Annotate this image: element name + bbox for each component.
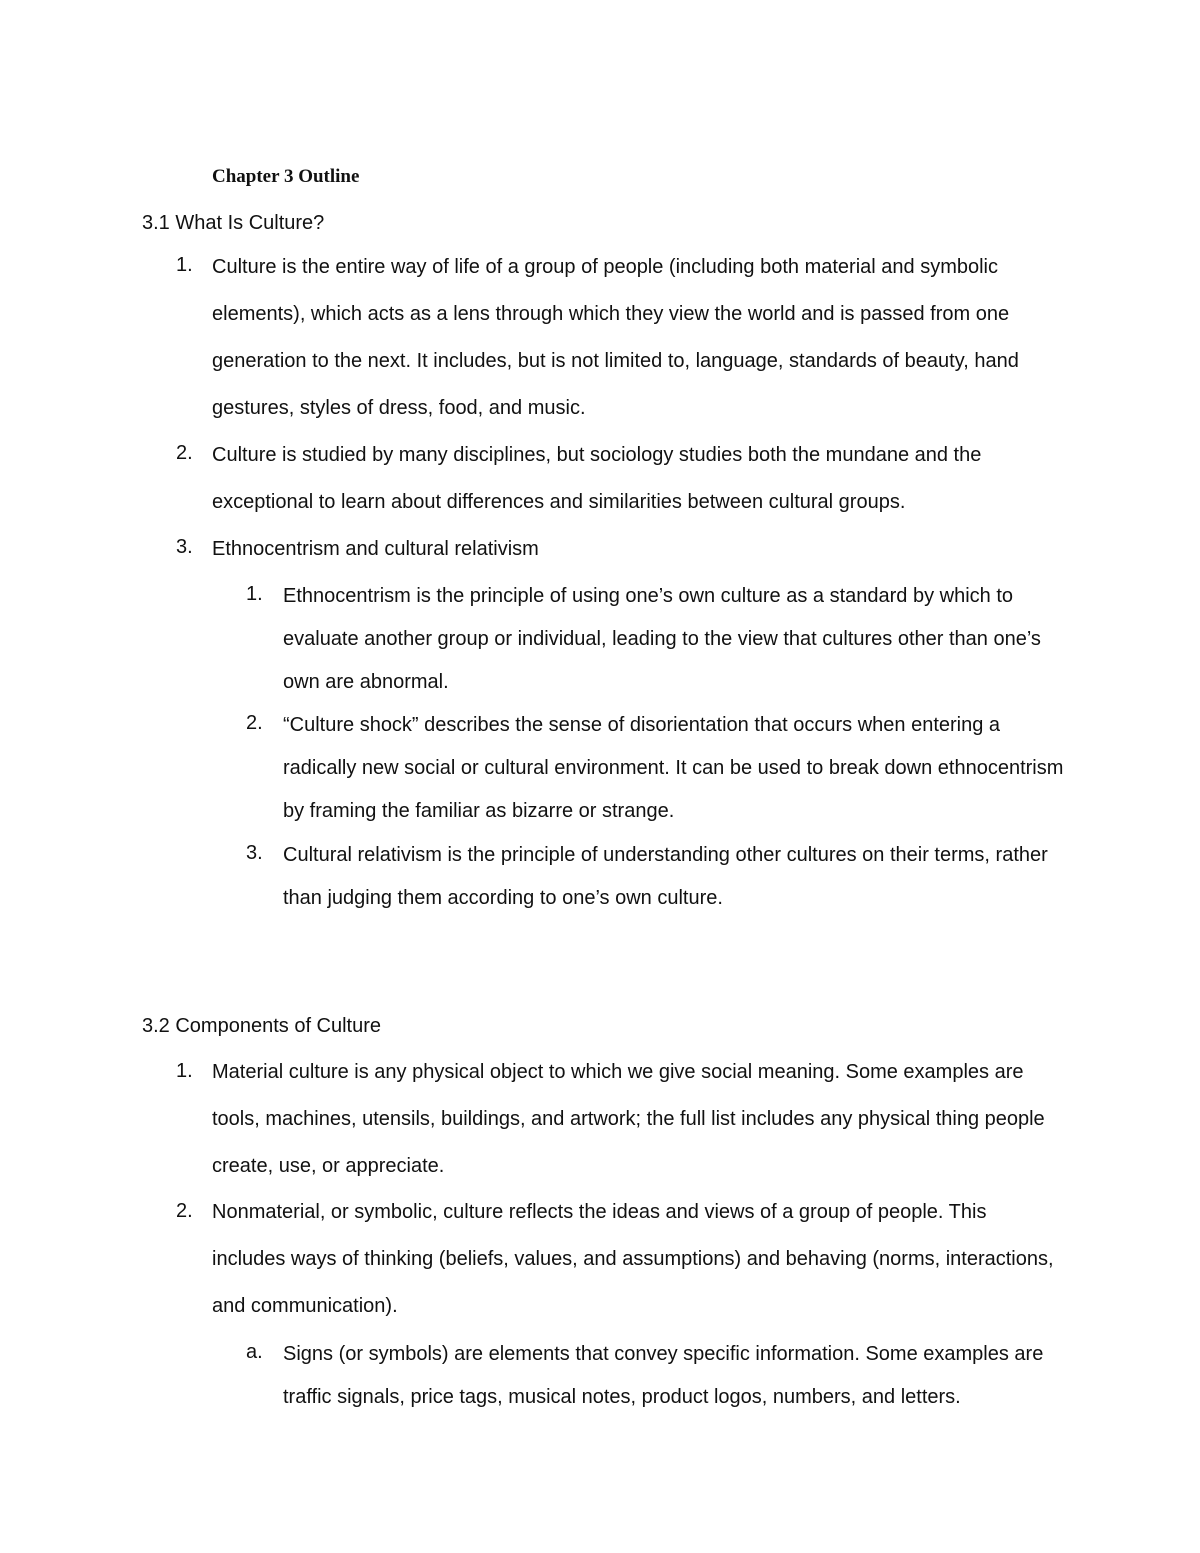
- list-marker: 1.: [176, 254, 193, 276]
- list-marker: 2.: [246, 712, 263, 734]
- list-marker: 2.: [176, 442, 193, 464]
- list-marker: a.: [246, 1341, 263, 1363]
- list-item-text: “Culture shock” describes the sense of disorientation that occurs when entering a radically new social or cultural environment. It can be used to break down ethnocentrism by framing the familiar as bizarre or strange.: [283, 714, 1064, 822]
- list-item-text: Cultural relativism is the principle of understanding other cultures on their terms, rather than judging them according to one’s own culture.: [283, 844, 1048, 909]
- list-item-text: Culture is studied by many disciplines, but sociology studies both the mundane and the exceptional to learn about differences and similarities between cultural groups.: [212, 444, 982, 513]
- document-title: Chapter 3 Outline: [212, 166, 360, 187]
- list-marker: 3.: [176, 536, 193, 558]
- list-item-text: Material culture is any physical object to which we give social meaning. Some examples are tools, machines, utensils, buildings, and artwork; the full list includes any physical thing people create, use, or appreciate.: [212, 1061, 1045, 1177]
- section-heading-3-1: 3.1 What Is Culture?: [142, 212, 325, 234]
- list-marker: 2.: [176, 1200, 193, 1222]
- list-marker: 1.: [246, 583, 263, 605]
- list-item-text: Nonmaterial, or symbolic, culture reflects the ideas and views of a group of people. This includes ways of thinking (beliefs, values, and assumptions) and behaving (norms, interactions, and communication).: [212, 1201, 1054, 1317]
- section-heading-3-2: 3.2 Components of Culture: [142, 1015, 382, 1037]
- list-item-text: Culture is the entire way of life of a group of people (including both material and symbolic elements), which acts as a lens through which they view the world and is passed from one generation to the next. It includes, but is not limited to, language, standards of beauty, hand gestures, styles of dress, food, and music.: [212, 256, 1019, 419]
- list-item-text: Signs (or symbols) are elements that convey specific information. Some examples are traffic signals, price tags, musical notes, product logos, numbers, and letters.: [283, 1343, 1044, 1408]
- list-item-text: Ethnocentrism is the principle of using one’s own culture as a standard by which to evaluate another group or individual, leading to the view that cultures other than one’s own are abnormal.: [283, 585, 1041, 693]
- list-marker: 1.: [176, 1060, 193, 1082]
- list-item-text: Ethnocentrism and cultural relativism: [212, 538, 539, 560]
- list-marker: 3.: [246, 842, 263, 864]
